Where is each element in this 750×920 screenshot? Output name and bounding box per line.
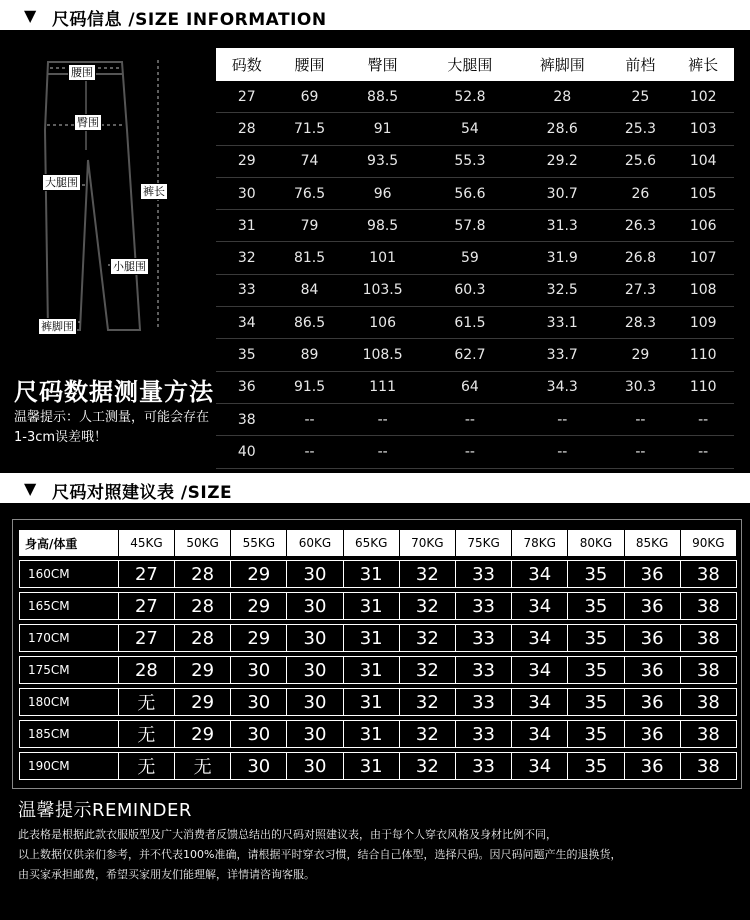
column-header: 75KG <box>456 530 512 556</box>
table-cell: 25 <box>608 81 672 113</box>
table-cell: 27 <box>216 81 278 113</box>
calf-label: 小腿围 <box>110 258 149 275</box>
column-header: 55KG <box>231 530 287 556</box>
table-cell: 26.8 <box>608 242 672 274</box>
table-cell: 107 <box>672 242 734 274</box>
table-cell: 28 <box>119 656 175 684</box>
table-cell: 40 <box>216 436 278 468</box>
table-row <box>216 145 734 177</box>
table-cell: 29 <box>231 592 287 620</box>
table-row <box>216 177 734 209</box>
table-cell: 27 <box>119 560 175 588</box>
table-cell: 30 <box>231 752 287 780</box>
table-cell: 28.6 <box>516 113 608 145</box>
table-cell: 34 <box>512 624 568 652</box>
table-cell: 91 <box>342 113 424 145</box>
table-cell: 74 <box>278 145 342 177</box>
table-cell: 33 <box>216 274 278 306</box>
table-cell: 56.6 <box>424 177 516 209</box>
table-cell: 31.9 <box>516 242 608 274</box>
table-cell: 31 <box>216 210 278 242</box>
table-cell: 35 <box>568 720 624 748</box>
column-header: 腰围 <box>278 48 342 81</box>
table-cell: -- <box>278 436 342 468</box>
table-cell: 86.5 <box>278 307 342 339</box>
table-cell: 无 <box>119 752 175 780</box>
pants-diagram <box>10 40 190 340</box>
hip-label: 臀围 <box>74 114 102 131</box>
table-cell: 33.1 <box>516 307 608 339</box>
table-cell: 31 <box>344 688 400 716</box>
size-information-header <box>0 0 750 30</box>
table-cell: 33.7 <box>516 339 608 371</box>
table-cell: 106 <box>342 307 424 339</box>
table-cell: 25.6 <box>608 145 672 177</box>
table-cell: 28 <box>175 592 231 620</box>
table-row <box>216 242 734 274</box>
table-cell: -- <box>672 436 734 468</box>
column-header: 80KG <box>568 530 624 556</box>
table-cell: 33 <box>456 720 512 748</box>
table-row <box>216 210 734 242</box>
table-cell: 79 <box>278 210 342 242</box>
table-cell: 27.3 <box>608 274 672 306</box>
column-header: 90KG <box>681 530 737 556</box>
column-header: 50KG <box>175 530 231 556</box>
table-cell: 88.5 <box>342 81 424 113</box>
table-cell: 38 <box>681 560 737 588</box>
table-cell: 36 <box>625 624 681 652</box>
table-cell: 76.5 <box>278 177 342 209</box>
measure-method-title: 尺码数据测量方法 <box>14 378 214 406</box>
table-cell: -- <box>424 436 516 468</box>
table-cell: 29 <box>231 560 287 588</box>
table-cell: 32 <box>400 752 456 780</box>
table-cell: 89 <box>278 339 342 371</box>
table-row <box>19 560 737 588</box>
table-cell: 28 <box>175 624 231 652</box>
table-row <box>216 403 734 435</box>
table-cell: 36 <box>625 688 681 716</box>
table-cell: 28.3 <box>608 307 672 339</box>
table-cell: 29 <box>175 656 231 684</box>
table-cell: 31 <box>344 592 400 620</box>
table-header-row <box>216 48 734 81</box>
table-cell: 无 <box>175 752 231 780</box>
table-cell: 165CM <box>19 592 119 620</box>
table-cell: 29 <box>175 688 231 716</box>
table-row <box>216 436 734 468</box>
table-cell: 27 <box>119 624 175 652</box>
table-cell: 34 <box>512 560 568 588</box>
table-header-row <box>19 530 737 556</box>
table-cell: 35 <box>568 752 624 780</box>
table-cell: 62.7 <box>424 339 516 371</box>
table-cell: 34 <box>512 592 568 620</box>
table-cell: 160CM <box>19 560 119 588</box>
table-cell: 33 <box>456 688 512 716</box>
reminder-line: 以上数据仅供亲们参考，并不代表100%准确，请根据平时穿衣习惯，结合自己体型，选择尺码。因尺码问题产生的退换货， <box>18 848 622 861</box>
table-cell: 69 <box>278 81 342 113</box>
table-cell: 32 <box>400 624 456 652</box>
table-cell: 57.8 <box>424 210 516 242</box>
table-cell: 170CM <box>19 624 119 652</box>
table-cell: 104 <box>672 145 734 177</box>
table-cell: 29 <box>175 720 231 748</box>
table-cell: 33 <box>456 656 512 684</box>
size-advice-header <box>0 473 750 503</box>
table-cell: -- <box>278 403 342 435</box>
reminder-title: 温馨提示REMINDER <box>18 800 192 821</box>
table-cell: 36 <box>625 752 681 780</box>
table-cell: 36 <box>625 592 681 620</box>
table-cell: 27 <box>119 592 175 620</box>
table-cell: 31 <box>344 624 400 652</box>
table-cell: 25.3 <box>608 113 672 145</box>
table-cell: 29 <box>231 624 287 652</box>
table-cell: 93.5 <box>342 145 424 177</box>
table-cell: 36 <box>625 656 681 684</box>
table-row <box>216 339 734 371</box>
table-cell: 102 <box>672 81 734 113</box>
table-cell: -- <box>424 403 516 435</box>
table-cell: 35 <box>568 656 624 684</box>
table-cell: 30 <box>287 624 343 652</box>
column-header: 身高/体重 <box>19 530 119 556</box>
table-cell: 29.2 <box>516 145 608 177</box>
table-cell: 54 <box>424 113 516 145</box>
length-label: 裤长 <box>140 183 168 200</box>
table-cell: 31 <box>344 560 400 588</box>
table-row <box>216 371 734 403</box>
table-cell: 38 <box>681 720 737 748</box>
table-row <box>216 307 734 339</box>
triangle-down-icon: ▼ <box>24 479 37 498</box>
triangle-down-icon: ▼ <box>24 6 37 25</box>
table-cell: 61.5 <box>424 307 516 339</box>
table-cell: 30 <box>231 688 287 716</box>
column-header: 70KG <box>400 530 456 556</box>
table-cell: 38 <box>681 656 737 684</box>
table-cell: 31 <box>344 752 400 780</box>
table-cell: 108 <box>672 274 734 306</box>
table-cell: 30 <box>231 656 287 684</box>
table-cell: 28 <box>216 113 278 145</box>
table-cell: 34 <box>512 656 568 684</box>
table-cell: -- <box>608 436 672 468</box>
table-cell: 30 <box>287 656 343 684</box>
table-cell: 34 <box>216 307 278 339</box>
table-row <box>19 688 737 716</box>
table-cell: 38 <box>681 592 737 620</box>
reminder-line: 此表格是根据此款衣服版型及广大消费者反馈总结出的尺码对照建议表，由于每个人穿衣风格及身材比例不同， <box>18 828 557 841</box>
table-cell: -- <box>516 436 608 468</box>
table-row <box>216 274 734 306</box>
measure-note: 温馨提示：人工测量，可能会存在1-3cm误差哦！ <box>14 410 210 445</box>
table-cell: 38 <box>216 403 278 435</box>
table-cell: 31 <box>344 720 400 748</box>
column-header: 前档 <box>608 48 672 81</box>
table-cell: 109 <box>672 307 734 339</box>
section-title-zh: 尺码对照建议表 <box>52 483 175 503</box>
table-cell: 32 <box>400 688 456 716</box>
table-cell: 32.5 <box>516 274 608 306</box>
table-cell: 30.7 <box>516 177 608 209</box>
table-cell: 30 <box>287 592 343 620</box>
table-cell: 35 <box>568 560 624 588</box>
table-cell: 35 <box>568 592 624 620</box>
hem-label: 裤脚围 <box>38 318 77 335</box>
table-cell: 35 <box>568 688 624 716</box>
section-title-en: /SIZE <box>174 483 233 503</box>
table-cell: 110 <box>672 339 734 371</box>
table-cell: 110 <box>672 371 734 403</box>
table-cell: 35 <box>216 339 278 371</box>
table-cell: 33 <box>456 752 512 780</box>
table-cell: 105 <box>672 177 734 209</box>
column-header: 码数 <box>216 48 278 81</box>
table-cell: 32 <box>400 656 456 684</box>
table-cell: 55.3 <box>424 145 516 177</box>
table-cell: 38 <box>681 688 737 716</box>
table-cell: 无 <box>119 720 175 748</box>
table-row <box>19 720 737 748</box>
table-cell: 108.5 <box>342 339 424 371</box>
size-information-table <box>216 48 734 469</box>
table-cell: 32 <box>216 242 278 274</box>
waist-label: 腰围 <box>68 64 96 81</box>
table-cell: 91.5 <box>278 371 342 403</box>
table-cell: 71.5 <box>278 113 342 145</box>
section-title-zh: 尺码信息 <box>52 10 122 30</box>
section-title-en: /SIZE INFORMATION <box>122 10 327 30</box>
column-header: 臀围 <box>342 48 424 81</box>
table-cell: 35 <box>568 624 624 652</box>
table-cell: 36 <box>625 720 681 748</box>
table-cell: -- <box>608 403 672 435</box>
table-cell: 59 <box>424 242 516 274</box>
table-cell: 52.8 <box>424 81 516 113</box>
table-cell: 190CM <box>19 752 119 780</box>
table-cell: 31.3 <box>516 210 608 242</box>
reminder-text <box>18 825 738 885</box>
table-cell: 26.3 <box>608 210 672 242</box>
table-cell: 34 <box>512 720 568 748</box>
column-header: 65KG <box>344 530 400 556</box>
table-cell: 30 <box>287 752 343 780</box>
column-header: 85KG <box>625 530 681 556</box>
reminder-line: 由买家承担邮费，希望买家朋友们能理解，详情请咨询客服。 <box>18 868 315 881</box>
table-cell: 30 <box>287 688 343 716</box>
table-cell: 98.5 <box>342 210 424 242</box>
table-row <box>19 592 737 620</box>
table-cell: 28 <box>175 560 231 588</box>
column-header: 45KG <box>119 530 175 556</box>
column-header: 裤长 <box>672 48 734 81</box>
table-cell: 30 <box>216 177 278 209</box>
table-cell: 32 <box>400 592 456 620</box>
table-cell: 84 <box>278 274 342 306</box>
table-cell: 64 <box>424 371 516 403</box>
table-cell: 175CM <box>19 656 119 684</box>
table-cell: 111 <box>342 371 424 403</box>
table-cell: 101 <box>342 242 424 274</box>
table-cell: 34 <box>512 752 568 780</box>
column-header: 60KG <box>287 530 343 556</box>
table-cell: 180CM <box>19 688 119 716</box>
table-cell: 30 <box>231 720 287 748</box>
table-cell: 33 <box>456 592 512 620</box>
table-cell: -- <box>342 403 424 435</box>
thigh-label: 大腿围 <box>42 174 81 191</box>
table-cell: 30.3 <box>608 371 672 403</box>
table-cell: 无 <box>119 688 175 716</box>
table-row <box>19 624 737 652</box>
table-cell: 96 <box>342 177 424 209</box>
table-row <box>19 656 737 684</box>
table-cell: -- <box>516 403 608 435</box>
table-cell: 38 <box>681 624 737 652</box>
table-cell: 33 <box>456 624 512 652</box>
column-header: 78KG <box>512 530 568 556</box>
table-cell: 38 <box>681 752 737 780</box>
table-cell: 30 <box>287 720 343 748</box>
table-cell: 103.5 <box>342 274 424 306</box>
size-advice-table-frame <box>12 519 742 789</box>
table-cell: 60.3 <box>424 274 516 306</box>
table-row <box>19 752 737 780</box>
table-cell: 106 <box>672 210 734 242</box>
table-cell: 32 <box>400 720 456 748</box>
section-title <box>52 478 232 503</box>
table-cell: 33 <box>456 560 512 588</box>
table-row <box>216 81 734 113</box>
table-cell: 29 <box>216 145 278 177</box>
column-header: 大腿围 <box>424 48 516 81</box>
table-cell: 30 <box>287 560 343 588</box>
table-cell: 81.5 <box>278 242 342 274</box>
table-cell: 103 <box>672 113 734 145</box>
table-cell: 36 <box>625 560 681 588</box>
column-header: 裤脚围 <box>516 48 608 81</box>
table-cell: 34.3 <box>516 371 608 403</box>
table-cell: 28 <box>516 81 608 113</box>
section-title <box>52 5 327 30</box>
table-cell: 34 <box>512 688 568 716</box>
table-cell: 29 <box>608 339 672 371</box>
table-cell: 26 <box>608 177 672 209</box>
table-cell: 185CM <box>19 720 119 748</box>
size-advice-table <box>19 526 737 784</box>
table-cell: -- <box>342 436 424 468</box>
table-row <box>216 113 734 145</box>
table-cell: 31 <box>344 656 400 684</box>
table-cell: -- <box>672 403 734 435</box>
table-cell: 32 <box>400 560 456 588</box>
table-cell: 36 <box>216 371 278 403</box>
